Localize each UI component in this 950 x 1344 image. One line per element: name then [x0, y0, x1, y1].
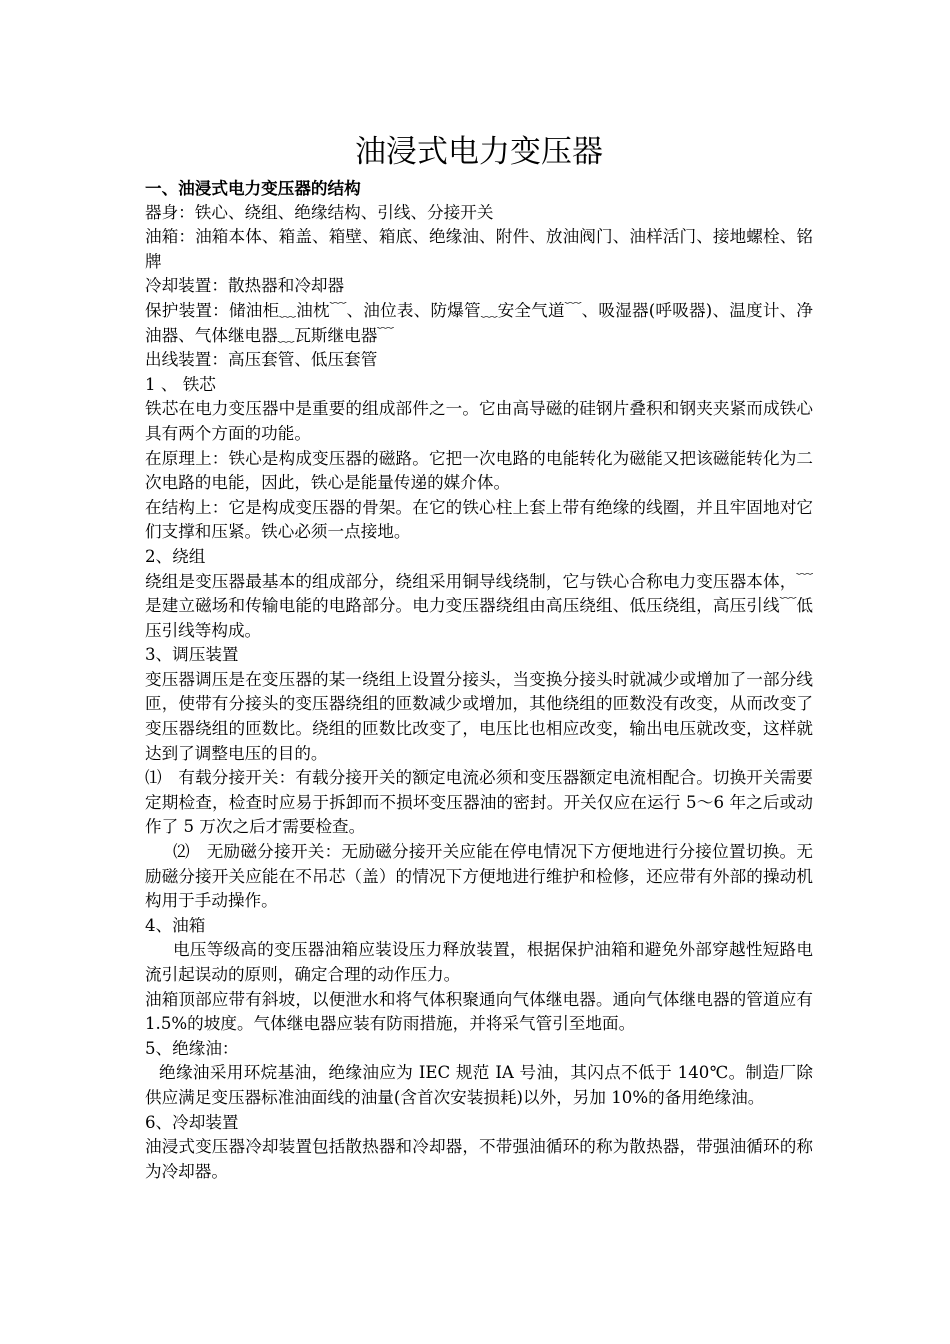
paragraph-body-parts: 器身：铁心、绕组、绝缘结构、引线、分接开关 [145, 202, 494, 222]
paragraph-pressure-relief: 电压等级高的变压器油箱应装设压力释放装置，根据保护油箱和避免外部穿越性短路电流引起误动的原则，确定合理的动作压力。 [145, 940, 813, 984]
paragraph-cooling-device: 油浸式变压器冷却装置包括散热器和冷却器，不带强油循环的称为散热器，带强油循环的称为冷却器。 [145, 1137, 813, 1181]
paragraph-voltage-regulation: 变压器调压是在变压器的某一绕组上设置分接头，当变换分接头时就减少或增加了一部分线匝，使带有分接头的变压器绕组的匝数减少或增加，其他绕组的匝数没有改变，从而改变了变压器绕组的匝数比。绕组的匝数比改变了，电压比也相应改变，输出电压就改变，这样就达到了调整电压的目的。 [145, 669, 813, 763]
paragraph-on-load-tap-changer: ⑴ 有载分接开关：有载分接开关的额定电流必须和变压器额定电流相配合。切换开关需要定期检查，检查时应易于拆卸而不损坏变压器油的密封。开关仅应在运行 5～6 年之后或动作了 5 万次之后才需要检查。 [145, 768, 813, 837]
paragraph-protection-parts: 保护装置：储油柜﹏油枕﹋、油位表、防爆管﹏安全气道﹋、吸湿器(呼吸器)、温度计、净油器、气体继电器﹏瓦斯继电器﹋ [145, 300, 813, 345]
paragraph-tank-top-slope: 油箱顶部应带有斜坡，以便泄水和将气体积聚通向气体继电器。通向气体继电器的管道应有 1.5%的坡度。气体继电器应装有防雨措施，并将采气管引至地面。 [145, 989, 813, 1034]
section-heading-structure: 一、油浸式电力变压器的结构 [145, 178, 361, 198]
subheading-oil-tank: 4、油箱 [145, 915, 206, 935]
subheading-cooling-device: 6、冷却装置 [145, 1112, 239, 1132]
paragraph-insulating-oil: 绝缘油采用环烷基油，绝缘油应为 IEC 规范 IA 号油，其闪点不低于 140℃。制造厂除供应满足变压器标准油面线的油量(含首次安装损耗)以外，另加 10%的备用绝缘油。 [145, 1063, 813, 1107]
document-body [145, 176, 813, 1184]
paragraph-cooling-parts: 冷却装置：散热器和冷却器 [145, 276, 345, 296]
paragraph-outlet-parts: 出线装置：高压套管、低压套管 [145, 350, 378, 370]
paragraph-iron-core-intro: 铁芯在电力变压器中是重要的组成部件之一。它由高导磁的硅钢片叠积和钢夹夹紧而成铁心具有两个方面的功能。 [145, 399, 813, 443]
paragraph-iron-core-principle: 在原理上：铁心是构成变压器的磁路。它把一次电路的电能转化为磁能又把该磁能转化为二次电路的电能，因此，铁心是能量传递的媒介体。 [145, 448, 813, 493]
subheading-iron-core: 1 、 铁芯 [145, 374, 216, 394]
document-title: 油浸式电力变压器 [355, 134, 603, 170]
paragraph-oil-tank-parts: 油箱：油箱本体、箱盖、箱壁、箱底、绝缘油、附件、放油阀门、油样活门、接地螺栓、铭牌 [145, 227, 813, 271]
paragraph-iron-core-structure: 在结构上：它是构成变压器的骨架。在它的铁心柱上套上带有绝缘的线圈，并且牢固地对它们支撑和压紧。铁心必须一点接地。 [145, 497, 813, 542]
paragraph-off-circuit-tap-changer: ⑵ 无励磁分接开关：无励磁分接开关应能在停电情况下方便地进行分接位置切换。无励磁分接开关应能在不吊芯（盖）的情况下方便地进行维护和检修，还应带有外部的操动机构用于手动操作。 [145, 842, 813, 911]
paragraph-winding: 绕组是变压器最基本的组成部分，绕组采用铜导线绕制，它与铁心合称电力变压器本体，﹋是建立磁场和传输电能的电路部分。电力变压器绕组由高压绕组、低压绕组，高压引线﹋低压引线等构成。 [145, 571, 813, 640]
document-page [145, 128, 813, 1184]
subheading-winding: 2、绕组 [145, 546, 206, 566]
subheading-insulating-oil: 5、绝缘油： [145, 1038, 239, 1058]
subheading-voltage-regulation: 3、调压装置 [145, 645, 239, 665]
